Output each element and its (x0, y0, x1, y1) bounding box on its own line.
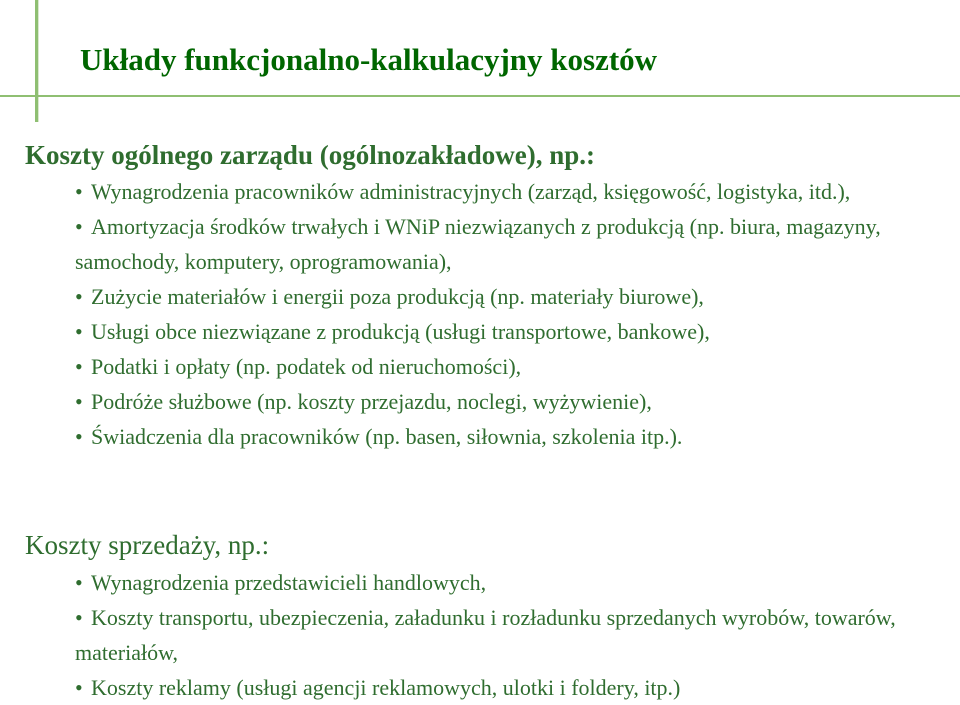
section-heading-general-costs: Koszty ogólnego zarządu (ogólnozakładowe), np.: (25, 140, 595, 170)
list-item: • Koszty transportu, ubezpieczenia, załadunku i rozładunku sprzedanych wyrobów, towarów, materiałów, (75, 600, 955, 670)
bullet-icon: • (75, 389, 83, 414)
list-item: • Podróże służbowe (np. koszty przejazdu, noclegi, wyżywienie), (75, 384, 945, 419)
list-item: • Koszty reklamy (usługi agencji reklamowych, ulotki i foldery, itp.) (75, 670, 955, 705)
list-item: • Zużycie materiałów i energii poza produkcją (np. materiały biurowe), (75, 279, 945, 314)
list-item: • Świadczenia dla pracowników (np. basen, siłownia, szkolenia itp.). (75, 419, 945, 454)
list-item: • Wynagrodzenia przedstawicieli handlowych, (75, 565, 955, 600)
bullet-icon: • (75, 675, 83, 700)
sales-costs-list (75, 565, 955, 705)
decorative-horizontal-line (0, 95, 960, 97)
list-item: • Podatki i opłaty (np. podatek od nieruchomości), (75, 349, 945, 384)
bullet-icon: • (75, 605, 83, 630)
list-item: • Wynagrodzenia pracowników administracyjnych (zarząd, księgowość, logistyka, itd.), (75, 174, 945, 209)
decorative-vertical-line-light (38, 0, 39, 122)
bullet-icon: • (75, 354, 83, 379)
list-item: • Usługi obce niezwiązane z produkcją (usługi transportowe, bankowe), (75, 314, 945, 349)
bullet-icon: • (75, 214, 83, 239)
bullet-icon: • (75, 179, 83, 204)
list-item: • Amortyzacja środków trwałych i WNiP niezwiązanych z produkcją (np. biura, magazyny, samochody, komputery, oprogramowania), (75, 209, 945, 279)
bullet-icon: • (75, 319, 83, 344)
general-costs-list (75, 174, 945, 454)
section-heading-sales-costs: Koszty sprzedaży, np.: (25, 530, 270, 560)
bullet-icon: • (75, 570, 83, 595)
bullet-icon: • (75, 284, 83, 309)
bullet-icon: • (75, 424, 83, 449)
slide-title: Układy funkcjonalno-kalkulacyjny kosztów (80, 42, 658, 77)
